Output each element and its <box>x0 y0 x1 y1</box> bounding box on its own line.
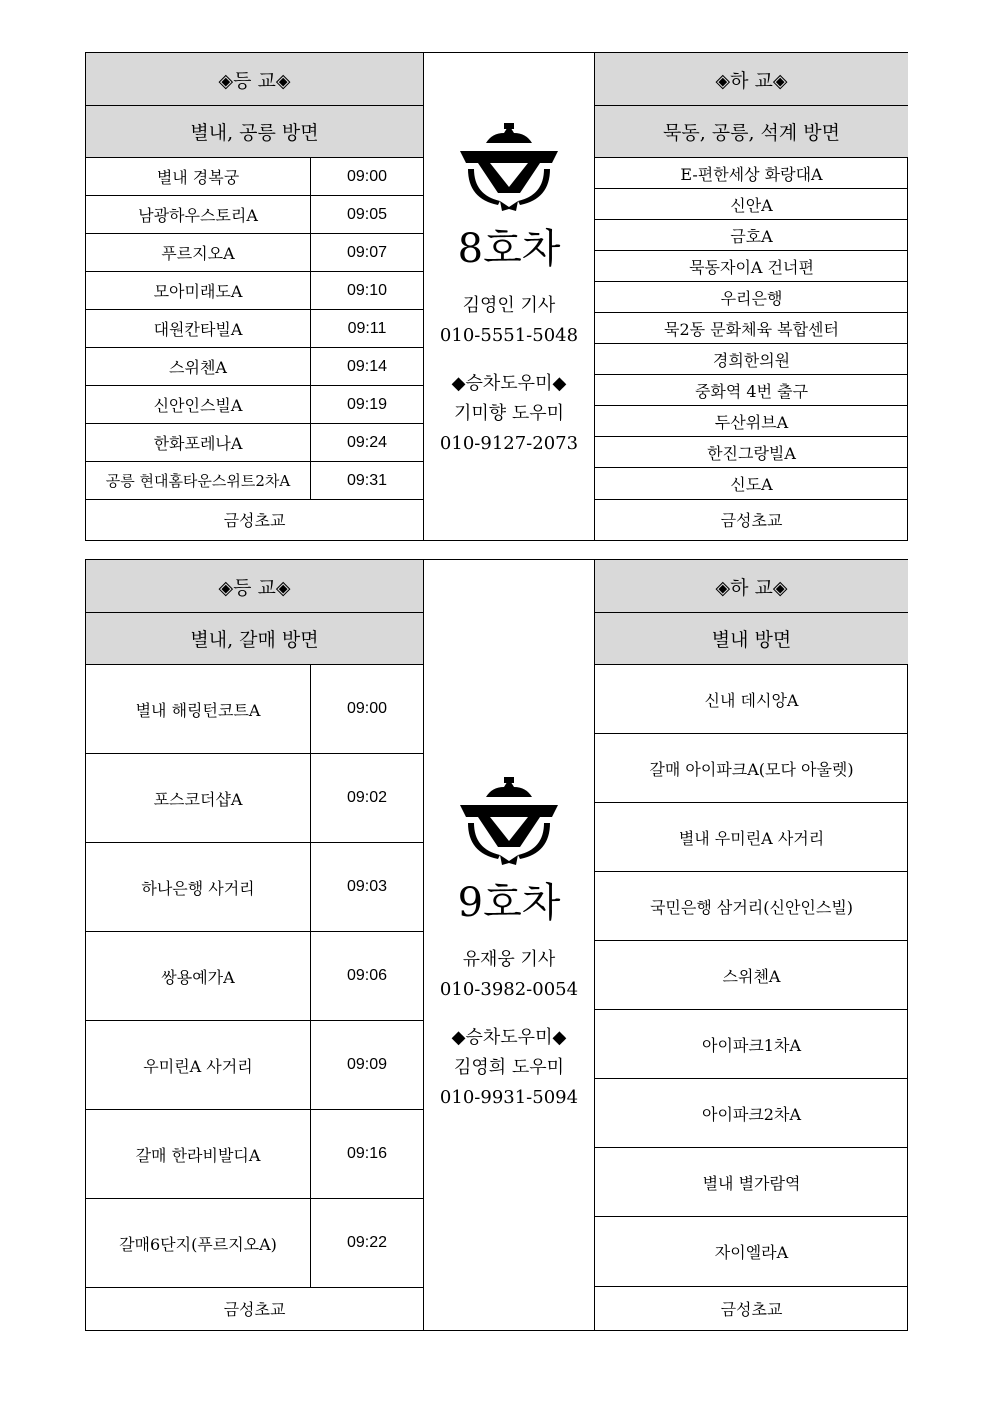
bus8-arrival-stops <box>86 158 423 500</box>
list-item: 자이엘라A <box>595 1217 908 1287</box>
bus8-arrival-header: ◈등 교◈ <box>86 53 423 106</box>
bus9-departure-area: 별내 방면 <box>595 613 908 665</box>
stop-name: 대원칸타빌A <box>86 310 311 347</box>
bus8-departure-area: 묵동, 공릉, 석계 방면 <box>595 106 908 158</box>
stop-name: 남광하우스토리A <box>86 196 311 233</box>
bus9-departure-footer: 금성초교 <box>720 1299 783 1319</box>
list-item: 별내 우미린A 사거리 <box>595 803 908 872</box>
stop-name: 한화포레나A <box>86 424 311 461</box>
table-row <box>86 348 423 386</box>
bus9-departure-column <box>595 560 908 1330</box>
stop-time: 09:31 <box>346 471 388 489</box>
helper-name: 기미향 도우미 <box>453 403 565 424</box>
stop-name: 갈매 한라비발디A <box>86 1110 311 1198</box>
list-item: 금호A <box>595 220 908 251</box>
list-item: 묵2동 문화체육 복합센터 <box>595 313 908 344</box>
list-item: 아이파크2차A <box>595 1079 908 1148</box>
list-item: 중화역 4번 출구 <box>595 375 908 406</box>
list-item: 별내 별가람역 <box>595 1148 908 1217</box>
bus9-departure-header: ◈하 교◈ <box>595 560 908 613</box>
bus8-departure-footer: 금성초교 <box>720 511 783 530</box>
driver-phone: 010-3982-0054 <box>439 979 579 1000</box>
table-row <box>86 424 423 462</box>
stop-time: 09:14 <box>346 357 388 375</box>
stop-time: 09:06 <box>346 967 388 984</box>
school-emblem-icon <box>454 775 564 871</box>
bus9-arrival-column <box>86 560 423 1330</box>
stop-time: 09:03 <box>346 878 388 895</box>
helper-title: ◆승차도우미◆ <box>451 373 567 394</box>
table-row <box>86 754 423 843</box>
stop-time: 09:24 <box>346 433 388 451</box>
stop-time: 09:05 <box>346 205 388 223</box>
list-item: E-편한세상 화랑대A <box>595 158 908 189</box>
list-item: 스위첸A <box>595 941 908 1010</box>
list-item: 한진그랑빌A <box>595 437 908 468</box>
bus9-schedule <box>85 559 908 1331</box>
bus9-arrival-area: 별내, 갈매 방면 <box>86 613 423 665</box>
list-item: 신도A <box>595 468 908 500</box>
bus8-arrival-column <box>86 53 423 540</box>
helper-title: ◆승차도우미◆ <box>451 1027 567 1048</box>
bus8-info-column <box>423 53 595 540</box>
stop-name: 신안인스빌A <box>86 386 311 423</box>
table-row <box>86 234 423 272</box>
stop-name: 모아미래도A <box>86 272 311 309</box>
bus-number: 9호차 <box>457 880 561 926</box>
table-row <box>86 932 423 1021</box>
stop-name: 푸르지오A <box>86 234 311 271</box>
driver-phone: 010-5551-5048 <box>439 325 579 346</box>
bus8-departure-header: ◈하 교◈ <box>595 53 908 106</box>
stop-name: 스위첸A <box>86 348 311 385</box>
stop-time: 09:11 <box>347 319 387 337</box>
helper-name: 김영희 도우미 <box>453 1057 565 1078</box>
bus8-arrival-area: 별내, 공릉 방면 <box>86 106 423 158</box>
bus8-departure-stops <box>595 158 908 500</box>
bus9-departure-stops <box>595 665 908 1287</box>
stop-name: 쌍용예가A <box>86 932 311 1020</box>
stop-name: 갈매6단지(푸르지오A) <box>86 1199 311 1287</box>
stop-time: 09:16 <box>346 1145 388 1162</box>
list-item: 경희한의원 <box>595 344 908 375</box>
stop-name: 하나은행 사거리 <box>86 843 311 931</box>
stop-time: 09:00 <box>346 167 388 185</box>
bus8-departure-column <box>595 53 908 540</box>
stop-time: 09:22 <box>346 1234 388 1251</box>
table-row <box>86 158 423 196</box>
table-row <box>86 1199 423 1288</box>
table-row <box>86 196 423 234</box>
bus8-schedule <box>85 52 908 541</box>
stop-name: 우미린A 사거리 <box>86 1021 311 1109</box>
table-row <box>86 1021 423 1110</box>
table-row <box>86 1110 423 1199</box>
table-row <box>86 272 423 310</box>
bus9-arrival-footer: 금성초교 <box>223 1299 286 1319</box>
list-item: 묵동자이A 건너편 <box>595 251 908 282</box>
stop-time: 09:00 <box>346 700 388 717</box>
stop-time: 09:02 <box>346 789 388 806</box>
stop-name: 별내 경복궁 <box>86 158 311 195</box>
driver-name: 김영인 기사 <box>462 295 556 316</box>
helper-phone: 010-9127-2073 <box>439 433 579 454</box>
school-emblem-icon <box>454 121 564 217</box>
bus9-arrival-stops <box>86 665 423 1288</box>
stop-time: 09:19 <box>346 395 388 413</box>
stop-name: 포스코더샵A <box>86 754 311 842</box>
list-item: 아이파크1차A <box>595 1010 908 1079</box>
table-row <box>86 386 423 424</box>
driver-name: 유재웅 기사 <box>462 949 556 970</box>
stop-time: 09:09 <box>346 1056 388 1073</box>
table-row <box>86 310 423 348</box>
stop-time: 09:10 <box>346 281 388 299</box>
list-item: 갈매 아이파크A(모다 아울렛) <box>595 734 908 803</box>
list-item: 신안A <box>595 189 908 220</box>
list-item: 국민은행 삼거리(신안인스빌) <box>595 872 908 941</box>
list-item: 신내 데시앙A <box>595 665 908 734</box>
helper-phone: 010-9931-5094 <box>439 1087 579 1108</box>
bus9-info <box>424 775 594 1113</box>
list-item: 우리은행 <box>595 282 908 313</box>
bus-number: 8호차 <box>457 226 561 272</box>
bus8-info <box>424 121 594 459</box>
stop-name: 공릉 현대홈타운스위트2차A <box>86 462 311 499</box>
table-row <box>86 843 423 932</box>
stop-name: 별내 해링턴코트A <box>86 665 311 753</box>
bus9-arrival-header: ◈등 교◈ <box>86 560 423 613</box>
bus9-info-column <box>423 560 595 1330</box>
table-row <box>86 665 423 754</box>
bus8-arrival-footer: 금성초교 <box>223 511 286 530</box>
table-row <box>86 462 423 500</box>
list-item: 두산위브A <box>595 406 908 437</box>
stop-time: 09:07 <box>346 243 388 261</box>
